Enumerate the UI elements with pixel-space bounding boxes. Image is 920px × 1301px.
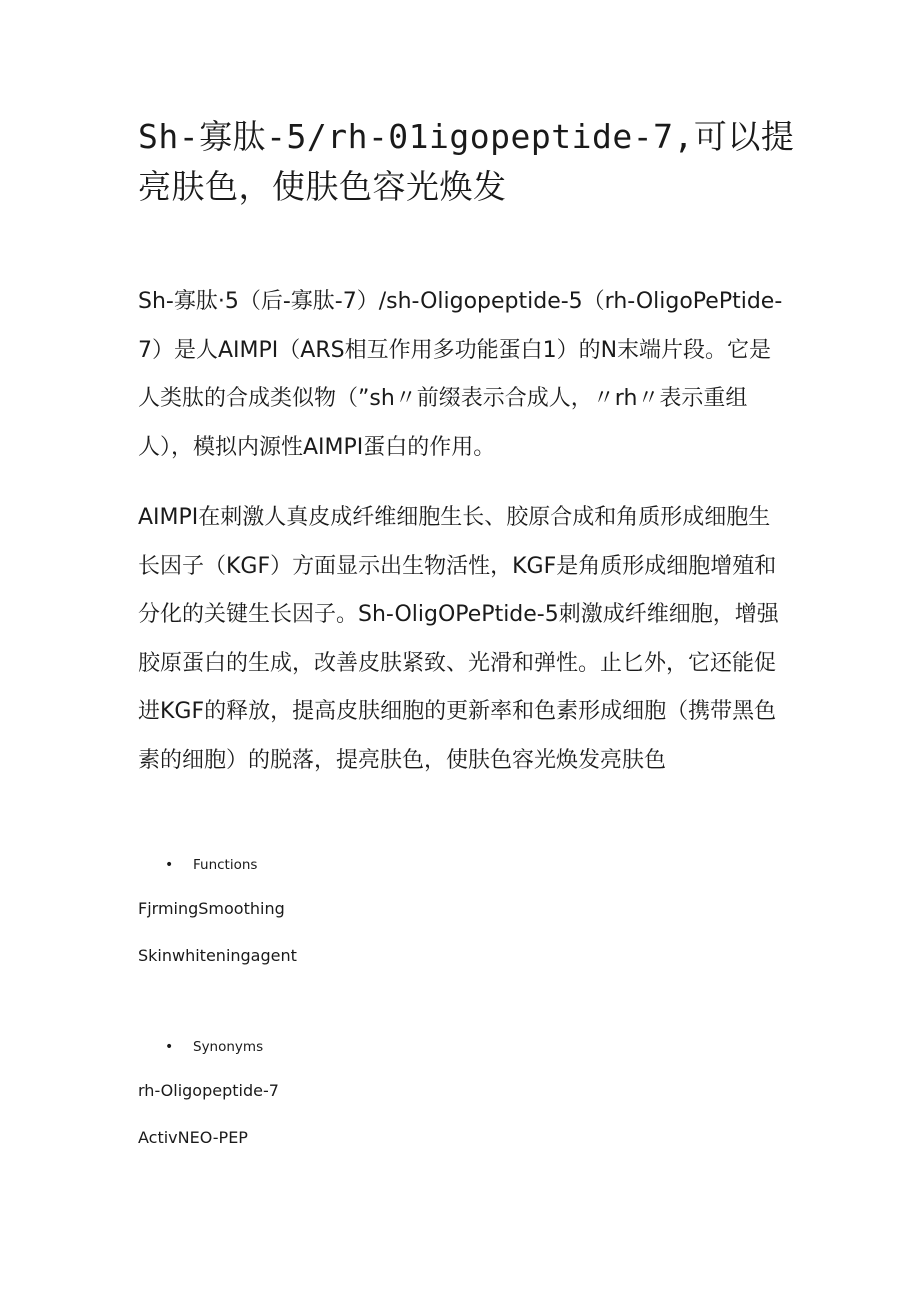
synonyms-list-heading: [165, 1037, 263, 1057]
bullet-icon: •: [165, 1039, 174, 1055]
functions-list-heading: [165, 855, 257, 875]
bullet-icon: •: [165, 857, 174, 873]
synonyms-heading-label: Synonyms: [193, 1039, 264, 1055]
body-paragraph: Sh-寡肽·5（后-寡肽-7）/sh-Oligopeptide-5（rh-OligoPePtide-7）是人AIMPI（ARS相互作用多功能蛋白1）的N末端片段。它是人类肽的合成类似物（”sh〃前缀表示合成人，〃rh〃表示重组人），模拟内源性AIMPI蛋白的作用。: [138, 289, 783, 460]
document-title: Sh-寡肽-5∕rh-01igopeptide-7,可以提亮肤色，使肤色容光焕发: [138, 117, 795, 206]
synonym-item: rh-Oligopeptide-7: [138, 1081, 279, 1100]
synonym-item: ActivNEO-PEP: [138, 1128, 248, 1147]
functions-heading-label: Functions: [193, 857, 258, 873]
function-item: Skinwhiteningagent: [138, 946, 297, 965]
function-item: FjrmingSmoothing: [138, 899, 285, 918]
body-paragraph: AIMPI在刺激人真皮成纤维细胞生长、胶原合成和角质形成细胞生长因子（KGF）方面显示出生物活性，KGF是角质形成细胞增殖和分化的关键生长因子。Sh-OligOPePtide-5刺激成纤维细胞，增强胶原蛋白的生成，改善皮肤紧致、光滑和弹性。止匕外，它还能促进KGF的释放，提高皮肤细胞的更新率和色素形成细胞（携带黑色素的细胞）的脱落，提亮肤色，使肤色容光焕发亮肤色: [138, 505, 779, 773]
